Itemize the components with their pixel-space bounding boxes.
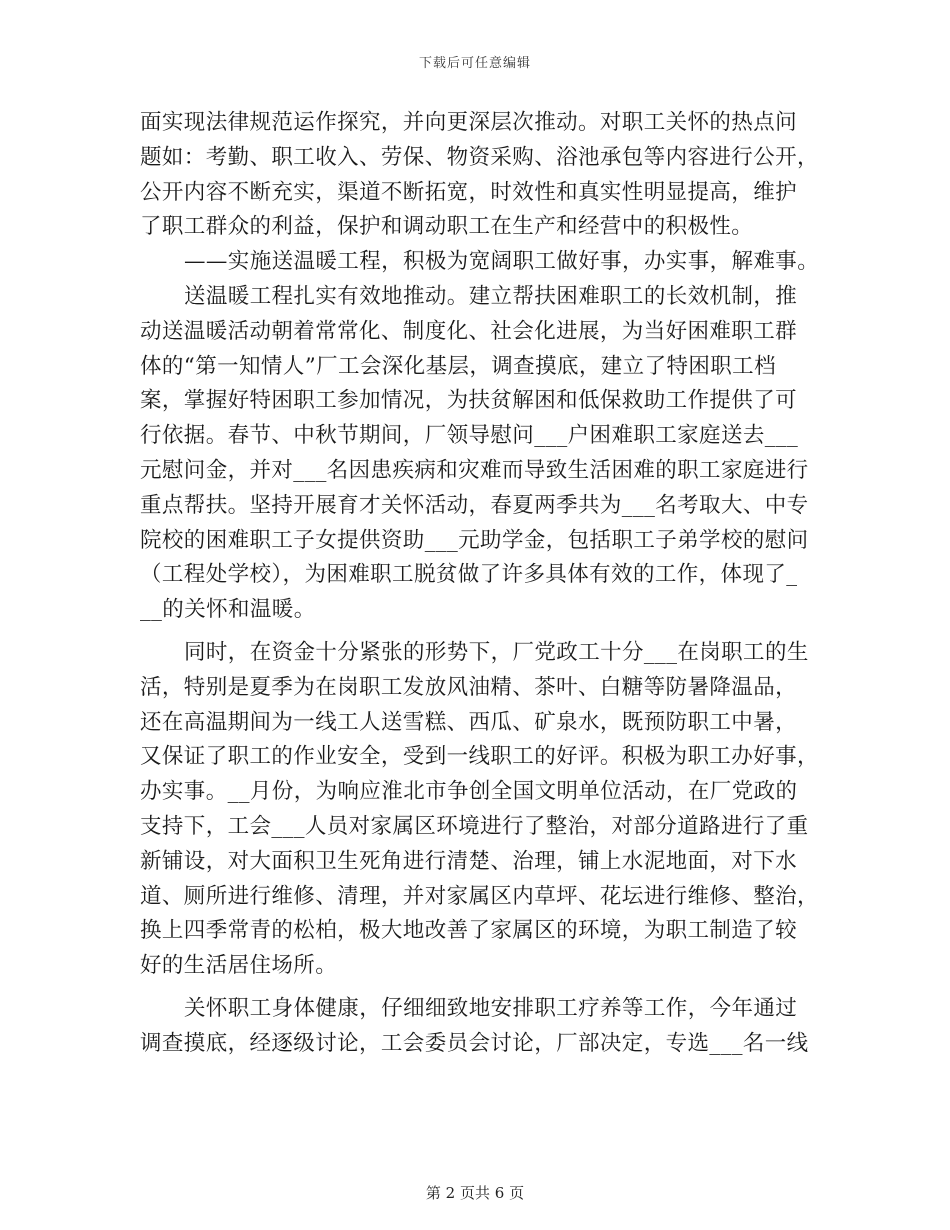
text-line: 道、厕所进行维修、清理，并对家属区内草坪、花坛进行维修、整治， (140, 883, 819, 909)
text-line: 院校的困难职工子女提供资助___元助学金，包括职工子弟学校的慰问 (140, 527, 809, 553)
text-line: __的关怀和温暖。 (140, 597, 316, 623)
text-line: 关怀职工身体健康，仔细细致地安排职工疗养等工作，今年通过 (184, 995, 798, 1021)
paragraph (140, 280, 809, 628)
text-line: 题如：考勤、职工收入、劳保、物资采购、浴池承包等内容进行公开， (140, 144, 819, 170)
text-line: 支持下，工会___人员对家属区环境进行了整治，对部分道路进行了重 (140, 813, 809, 839)
paragraph (140, 992, 809, 1062)
text-line: 送温暖工程扎实有效地推动。建立帮扶困难职工的长效机制，推 (184, 283, 798, 309)
paragraph-continuation (140, 106, 819, 245)
paragraph-spacer (140, 984, 805, 992)
page-header (0, 52, 950, 71)
paragraph (140, 636, 819, 984)
text-line: 了职工群众的利益，保护和调动职工在生产和经营中的积极性。 (140, 214, 754, 240)
text-line: 换上四季常青的松柏，极大地改善了家属区的环境，为职工制造了较 (140, 918, 798, 944)
text-line: 还在高温期间为一线工人送雪糕、西瓜、矿泉水，既预防职工中暑， (140, 709, 798, 735)
header-text: 下载后可任意编辑 (418, 56, 531, 71)
text-line: 体的“第一知情人”厂工会深化基层，调查摸底，建立了特困职工档 (140, 353, 776, 379)
text-line: 又保证了职工的作业安全，受到一线职工的好评。积极为职工办好事， (140, 744, 819, 770)
text-line: 调查摸底，经逐级讨论，工会委员会讨论，厂部决定，专选___名一线 (140, 1030, 809, 1056)
page-footer (0, 1182, 950, 1203)
paragraph-spacer (140, 628, 805, 636)
text-line: 办实事。__月份，为响应淮北市争创全国文明单位活动，在厂党政的 (140, 779, 798, 805)
section-heading (140, 245, 820, 280)
page-number: 第 2 页共 6 页 (425, 1184, 525, 1202)
text-line: ——实施送温暖工程，积极为宽阔职工做好事，办实事，解难事。 (184, 249, 820, 275)
text-line: 元慰问金，并对___名因患疾病和灾难而导致生活困难的职工家庭进行 (140, 457, 809, 483)
text-line: 活，特别是夏季为在岗职工发放风油精、茶叶、白糖等防暑降温品， (140, 674, 798, 700)
text-line: 好的生活居住场所。 (140, 953, 338, 979)
document-body (140, 106, 820, 1062)
text-line: （工程处学校），为困难职工脱贫做了许多具体有效的工作，体现了_ (140, 562, 798, 588)
text-line: 动送温暖活动朝着常常化、制度化、社会化进展，为当好困难职工群 (140, 318, 798, 344)
text-line: 新铺设，对大面积卫生死角进行清楚、治理，铺上水泥地面，对下水 (140, 848, 798, 874)
text-line: 行依据。春节、中秋节期间，厂领导慰问___户困难职工家庭送去___ (140, 423, 799, 449)
text-line: 案，掌握好特困职工参加情况，为扶贫解困和低保救助工作提供了可 (140, 388, 798, 414)
text-line: 同时，在资金十分紧张的形势下，厂党政工十分___在岗职工的生 (184, 639, 809, 665)
text-line: 面实现法律规范运作探究，并向更深层次推动。对职工关怀的热点问 (140, 110, 798, 135)
text-line: 公开内容不断充实，渠道不断拓宽，时效性和真实性明显提高，维护 (140, 179, 798, 205)
text-line: 重点帮扶。坚持开展育才关怀活动，春夏两季共为___名考取大、中专 (140, 492, 809, 518)
